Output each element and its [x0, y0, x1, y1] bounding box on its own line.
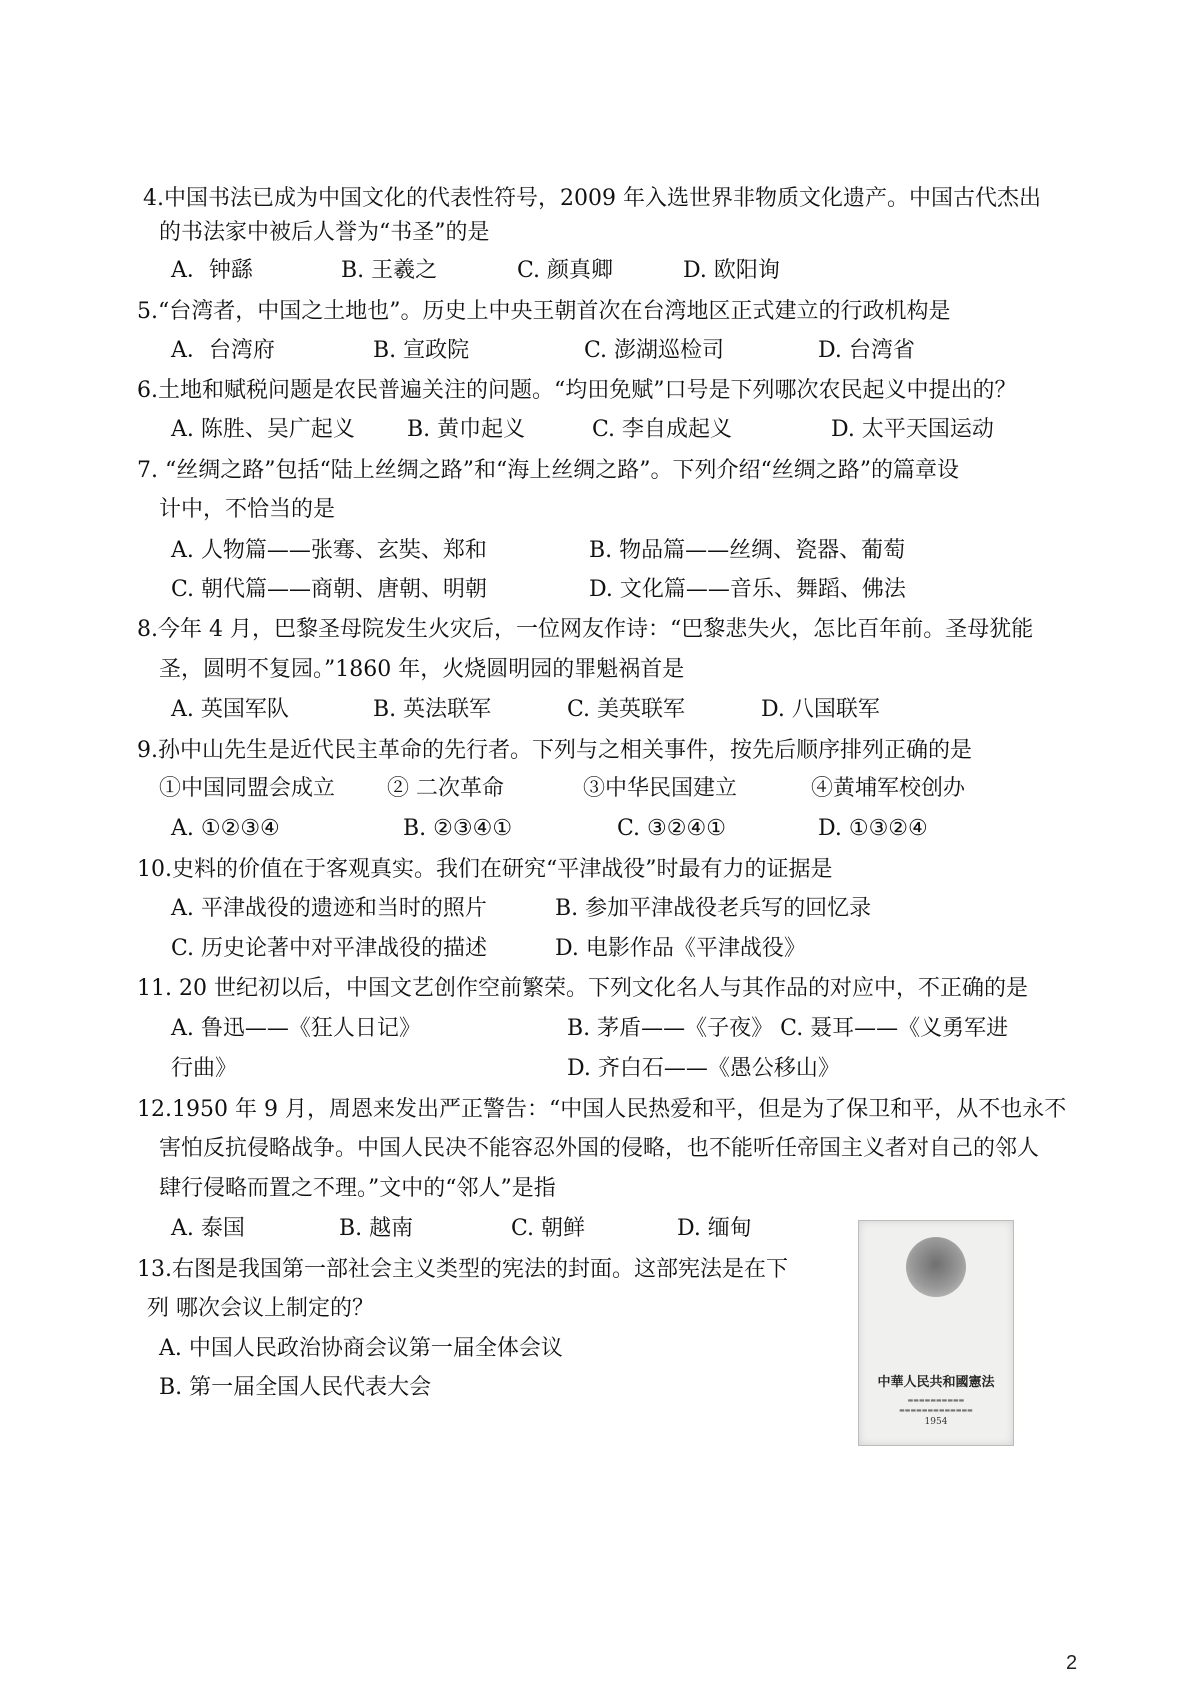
- q6-stem-line1: 6.土地和赋税问题是农民普遍关注的问题。“均田免赋”口号是下列哪次农民起义中提出的？: [137, 378, 1017, 403]
- q13-stem-line2: 列 哪次会议上制定的？: [147, 1296, 374, 1321]
- q4-option-a: A．钟繇: [171, 258, 253, 283]
- q13-stem-line1: 13.右图是我国第一部社会主义类型的宪法的封面。这部宪法是在下: [137, 1257, 788, 1282]
- q5-option-b: B. 宣政院: [373, 338, 470, 363]
- q10-option-d: D. 电影作品《平津战役》: [555, 936, 806, 961]
- q12-stem-line2: 害怕反抗侵略战争。中国人民决不能容忍外国的侵略，也不能听任帝国主义者对自己的邻人: [159, 1136, 1040, 1161]
- q12-option-a: A. 泰国: [171, 1216, 245, 1241]
- q10-stem-line1: 10.史料的价值在于客观真实。我们在研究“平津战役”时最有力的证据是: [137, 857, 833, 882]
- q10-option-c: C. 历史论著中对平津战役的描述: [171, 936, 488, 961]
- q11-stem-line1: 11. 20 世纪初以后，中国文艺创作空前繁荣。下列文化名人与其作品的对应中，不正确的是: [137, 976, 1028, 1001]
- q12-option-d: D. 缅甸: [677, 1216, 752, 1241]
- q8-option-c: C. 美英联军: [567, 697, 686, 722]
- q4-stem-line1: 4.中国书法已成为中国文化的代表性符号，2009 年入选世界非物质文化遗产。中国古代杰出: [143, 186, 1041, 211]
- q12-stem-line3: 肆行侵略而置之不理。”文中的“邻人”是指: [159, 1176, 556, 1201]
- q7-stem-line1: 7. “丝绸之路”包括“陆上丝绸之路”和“海上丝绸之路”。下列介绍“丝绸之路”的篇章设: [137, 458, 959, 483]
- cover-title: 中華人民共和國憲法: [877, 1375, 995, 1390]
- q12-option-b: B. 越南: [339, 1216, 414, 1241]
- q9-option-b: B. ②③④①: [403, 816, 513, 841]
- q11-option-a: A. 鲁迅——《狂人日记》: [171, 1016, 421, 1041]
- page-number: 2: [1066, 1652, 1078, 1674]
- q12-stem-line1: 12.1950 年 9 月，周恩来发出严正警告：“中国人民热爱和平，但是为了保卫和平，从不也永不: [137, 1097, 1067, 1122]
- q9-option-a: A. ①②③④: [171, 816, 280, 841]
- q9-stem-line1: 9.孙中山先生是近代民主革命的先行者。下列与之相关事件，按先后顺序排列正确的是: [137, 738, 972, 763]
- q5-option-a: A．台湾府: [171, 338, 275, 363]
- q5-option-d: D. 台湾省: [818, 338, 915, 363]
- q11-option-d: D. 齐白石——《愚公移山》: [567, 1056, 840, 1081]
- q7-option-d: D. 文化篇——音乐、舞蹈、佛法: [589, 577, 906, 602]
- q6-option-c: C. 李自成起义: [592, 417, 733, 442]
- q6-option-b: B. 黄巾起义: [407, 417, 526, 442]
- cover-subtitle-line1: ▬▬▬▬▬▬▬▬▬▬: [907, 1397, 965, 1404]
- q5-stem-line1: 5.“台湾者，中国之土地也”。历史上中央王朝首次在台湾地区正式建立的行政机构是: [137, 299, 951, 324]
- q9-event-2: ② 二次革命: [387, 776, 504, 801]
- constitution-cover-image: [858, 1220, 1014, 1446]
- q9-event-3: ③中华民国建立: [583, 776, 738, 801]
- national-emblem-icon: [906, 1237, 966, 1297]
- q13-option-b: B. 第一届全国人民代表大会: [159, 1375, 432, 1400]
- q7-stem-line2: 计中，不恰当的是: [159, 497, 336, 522]
- q4-stem-line2: 的书法家中被后人誉为“书圣”的是: [159, 220, 490, 245]
- cover-year: 1954: [924, 1417, 948, 1427]
- q7-option-c: C. 朝代篇——商朝、唐朝、明朝: [171, 577, 488, 602]
- q4-option-b: B. 王羲之: [341, 258, 438, 283]
- q12-option-c: C. 朝鲜: [511, 1216, 586, 1241]
- q9-option-d: D. ①③②④: [818, 816, 928, 841]
- q9-event-4: ④黄埔军校创办: [811, 776, 966, 801]
- q6-option-a: A. 陈胜、吴广起义: [171, 417, 355, 442]
- q9-event-1: ①中国同盟会成立: [159, 776, 336, 801]
- q11-option-b-c: B. 茅盾——《子夜》 C. 聂耳——《义勇军进: [567, 1016, 1009, 1041]
- q7-option-a: A. 人物篇——张骞、玄奘、郑和: [171, 538, 487, 563]
- q8-stem-line1: 8.今年 4 月，巴黎圣母院发生火灾后，一位网友作诗：“巴黎悲失火，怎比百年前。圣母犹能: [137, 617, 1034, 642]
- q10-option-a: A. 平津战役的遗迹和当时的照片: [171, 896, 487, 921]
- q10-option-b: B. 参加平津战役老兵写的回忆录: [555, 896, 872, 921]
- q8-option-a: A. 英国军队: [171, 697, 289, 722]
- q8-option-d: D. 八国联军: [761, 697, 880, 722]
- q4-option-d: D. 欧阳询: [683, 258, 780, 283]
- q8-option-b: B. 英法联军: [373, 697, 492, 722]
- cover-subtitle-line2: ▬▬▬▬▬▬▬▬▬▬▬▬▬: [899, 1407, 973, 1414]
- q7-option-b: B. 物品篇——丝绸、瓷器、葡萄: [589, 538, 906, 563]
- q11-option-c-wrap: 行曲》: [171, 1056, 238, 1081]
- q13-option-a: A. 中国人民政治协商会议第一届全体会议: [159, 1336, 563, 1361]
- q9-option-c: C. ③②④①: [617, 816, 726, 841]
- q6-option-d: D. 太平天国运动: [831, 417, 994, 442]
- q4-option-c: C. 颜真卿: [517, 258, 614, 283]
- q8-stem-line2: 圣，圆明不复园。”1860 年，火烧圆明园的罪魁祸首是: [159, 657, 685, 682]
- q5-option-c: C. 澎湖巡检司: [584, 338, 725, 363]
